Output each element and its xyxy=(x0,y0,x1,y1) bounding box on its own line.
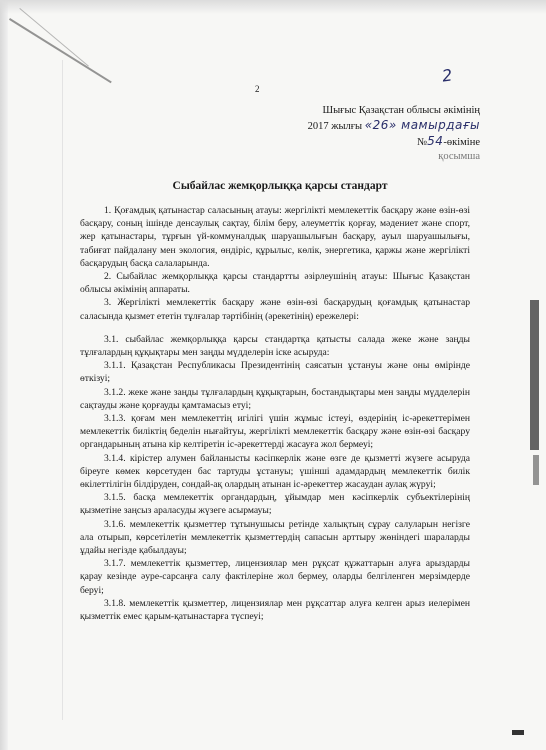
scan-top-shadow xyxy=(0,0,546,14)
scan-left-edge xyxy=(0,0,8,750)
scan-fold-line xyxy=(9,18,112,83)
approval-handwritten-number: 54 xyxy=(427,134,444,148)
approval-year: 2017 жылғы xyxy=(307,121,363,132)
approval-line-2 xyxy=(280,118,480,134)
paragraph-3-1-6: 3.1.6. мемлекеттік қызметтер тұтынушысы ретінде халықтың сұрау салуларын негізге ала отырып, көрсетілетін мемлекеттік қызметтердің сапасын арттыру жөніндегі шараларды ұдайы негізде қабылдауы; xyxy=(80,518,470,557)
paragraph-3-1-4: 3.1.4. кірістер алумен байланысты кәсіпкерлік және өзге де қызметті жүзеге асыруда біреуге көмек көрсетуден бас тартуды ұстануы; үшінші адамдардың мемлекеттік билік өкілеттілігін білдіруден, сондай-ақ олардың атынан іс-әрекеттер жасаудан аулақ жүруі; xyxy=(80,452,470,491)
scan-edge-mark xyxy=(512,730,524,735)
scan-edge-mark xyxy=(533,455,539,485)
approval-line-1: Шығыс Қазақстан облысы әкімінің xyxy=(322,105,480,116)
paragraph-1: 1. Қоғамдық қатынастар саласының атауы: жергілікті мемлекеттік басқару және өзін-өзі басқару, соның ішінде денсаулық сақтау, білім беру, әлеуметтік қорғау, мәдениет және спорт, жер қатынастары, тұрғын үй-коммуналдық шаруашылығын басқару, ауыл шаруашылығы, табиғат пайдалану мен экология, өндіріс, құрылыс, көлік, энергетика, қаржы және жергілікті басқарудың басқа салаларында. xyxy=(80,205,470,269)
approval-number-suffix: -өкіміне xyxy=(443,137,480,148)
paragraph-3-1-2: 3.1.2. жеке және заңды тұлғалардың құқықтарын, бостандықтары мен заңды мүдделерін сақтауды және қорғауды қамтамасыз етуі; xyxy=(80,386,470,411)
paragraph-3-1-3: 3.1.3. қоғам мен мемлекеттің игілігі үшін жұмыс істеуі, өздерінің іс-әрекеттерімен мемлекеттік биліктің беделін нығайтуы, жергілікті мемлекеттік басқару және өзін-өзі басқару органдарының атына кір келтіретін іс-әрекеттерді жасауға жол бермеуі; xyxy=(80,413,470,451)
paragraph-3: 3. Жергілікті мемлекеттік басқару және өзін-өзі басқарудың қоғамдық қатынастар саласында қызмет ететін тұлғалар тәртібінің (әрекетінің) ережелері: xyxy=(80,297,470,322)
document-body xyxy=(80,204,470,623)
approval-number-prefix: № xyxy=(417,137,428,148)
paragraph-3-1-5: 3.1.5. басқа мемлекеттік органдардың, ұйымдар мен кәсіпкерлік субъектілерінің қызметіне заңсыз араласуды жүзеге асырмауы; xyxy=(80,492,470,517)
scan-fold-line xyxy=(19,8,89,67)
scan-edge-mark xyxy=(530,300,539,450)
paragraph-3-1: 3.1. сыбайлас жемқорлыққа қарсы стандартқа қатысты салада жеке және заңды тұлғалардың құқықтары мен заңды мүдделерін іске асыруда: xyxy=(80,333,470,359)
approval-block xyxy=(280,104,480,164)
approval-handwritten-date: «26» мамырдағы xyxy=(364,118,480,132)
scan-margin-line xyxy=(62,60,63,720)
paragraph-3-1-8: 3.1.8. мемлекеттік қызметтер, лицензиялар мен рұқсаттар алуға келген арыз иелерімен қызметтік емес қарым-қатынастарға түспеуі; xyxy=(80,597,470,623)
handwritten-page-number: 2 xyxy=(440,65,454,86)
approval-line-4: қосымша xyxy=(438,151,480,162)
document-title: Сыбайлас жемқорлыққа қарсы стандарт xyxy=(172,180,388,192)
approval-line-3 xyxy=(280,134,480,150)
paragraph-3-1-1: 3.1.1. Қазақстан Республикасы Президентінің саясатын ұстануы және оны өмірінде өткізуі; xyxy=(80,360,470,385)
page-number: 2 xyxy=(255,84,260,94)
paragraph-3-1-7: 3.1.7. мемлекеттік қызметтер, лицензиялар мен рұқсат құжаттарын алуға арыздарды қарау кезінде әуре-сарсаңға салу фактілеріне жол бермеу, оларды белгіленген мерзімдерде беруі; xyxy=(80,558,470,596)
paragraph-2: 2. Сыбайлас жемқорлыққа қарсы стандартты әзірлеушінің атауы: Шығыс Қазақстан облысы әкімінің аппараты. xyxy=(80,271,470,296)
